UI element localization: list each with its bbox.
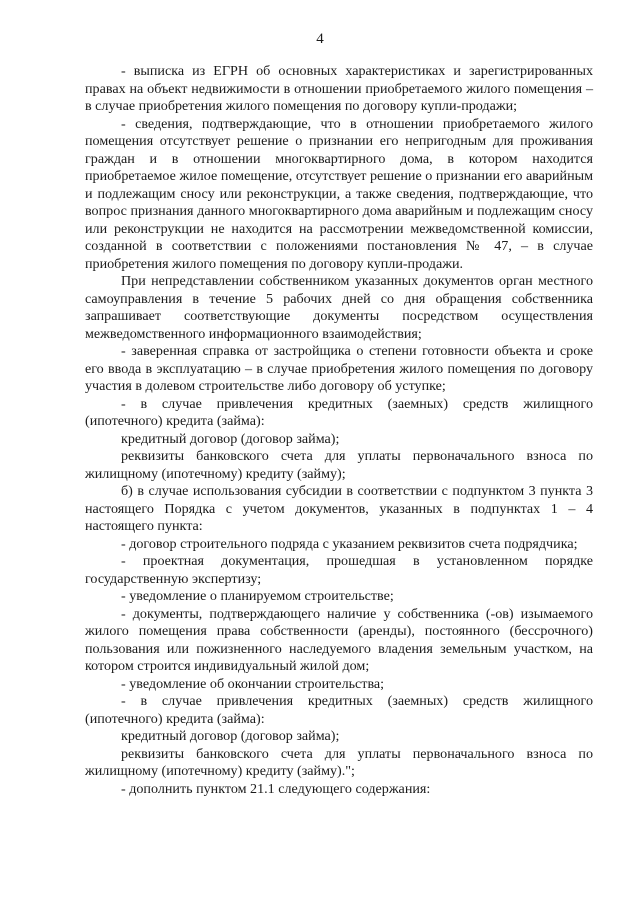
paragraph-housing-suitability: - сведения, подтверждающие, что в отношении приобретаемого жилого помещения отсутствует решение о признании его непригодным для проживания граждан и в отношении многоквартирного дома, в котором находится приобретаемое жилое помещение, отсутствует решение о признании его аварийным и подлежащим сносу или реконструкции, а также сведения, подтверждающие, что вопрос признания данного многоквартирного дома аварийным и подлежащим сносу или реконструкции не находится на рассмотрении межведомственной комиссии, созданной в соответствии с положениями постановления № 47, – в случае приобретения жилого помещения по договору купли-продажи. [85, 115, 593, 272]
paragraph-construction-contract: - договор строительного подряда с указанием реквизитов счета подрядчика; [121, 535, 578, 552]
paragraph-developer-certificate: - заверенная справка от застройщика о степени готовности объекта и сроке его ввода в эксплуатацию – в случае приобретения жилого помещения по договору участия в долевом строительстве либо договору об уступке; [85, 343, 593, 394]
document-body [85, 63, 593, 798]
paragraph-loan-agreement-2: кредитный договор (договор займа); [121, 728, 340, 744]
page-number: 4 [316, 31, 324, 47]
paragraph-planned-construction-notice: - уведомление о планируемом строительстве; [121, 588, 394, 604]
paragraph-land-rights-documents: - документы, подтверждающего наличие у собственника (-ов) изымаемого жилого помещения права собственности (аренды), постоянного (бессрочного) пользования или пожизненного наследуемого владения земельным участком, на котором строится индивидуальный жилой дом; [85, 605, 593, 674]
paragraph-credit-funds: - в случае привлечения кредитных (заемных) средств жилищного (ипотечного) кредита (займа): [85, 395, 593, 429]
paragraph-credit-funds-2: - в случае привлечения кредитных (заемных) средств жилищного (ипотечного) кредита (займа): [85, 693, 593, 727]
paragraph-bank-details-2: реквизиты банковского счета для уплаты первоначального взноса по жилищному (ипотечному) кредиту (займу)."; [85, 745, 593, 779]
paragraph-subsidy-construction: б) в случае использования субсидии в соответствии с подпунктом 3 пункта 3 настоящего Порядка с учетом документов, указанных в подпунктах 1 – 4 настоящего пункта: [85, 483, 593, 534]
paragraph-loan-agreement: кредитный договор (договор займа); [121, 430, 340, 447]
paragraph-egrn-extract: - выписка из ЕГРН об основных характеристиках и зарегистрированных правах на объект недвижимости в отношении приобретаемого жилого помещения – в случае приобретения жилого помещения по договору купли-продажи; [85, 63, 593, 114]
paragraph-project-documentation: - проектная документация, прошедшая в установленном порядке государственную экспертизу; [85, 553, 593, 587]
paragraph-bank-details: реквизиты банковского счета для уплаты первоначального взноса по жилищному (ипотечному) кредиту (займу); [85, 448, 593, 482]
paragraph-add-clause: - дополнить пунктом 21.1 следующего содержания: [121, 780, 431, 797]
paragraph-completion-notice: - уведомление об окончании строительства; [121, 675, 385, 692]
paragraph-interagency-request: При непредставлении собственником указанных документов орган местного самоуправления в течение 5 рабочих дней со дня обращения собственника запрашивает соответствующие документы посредством осуществления межведомственного информационного взаимодействия; [85, 273, 593, 342]
